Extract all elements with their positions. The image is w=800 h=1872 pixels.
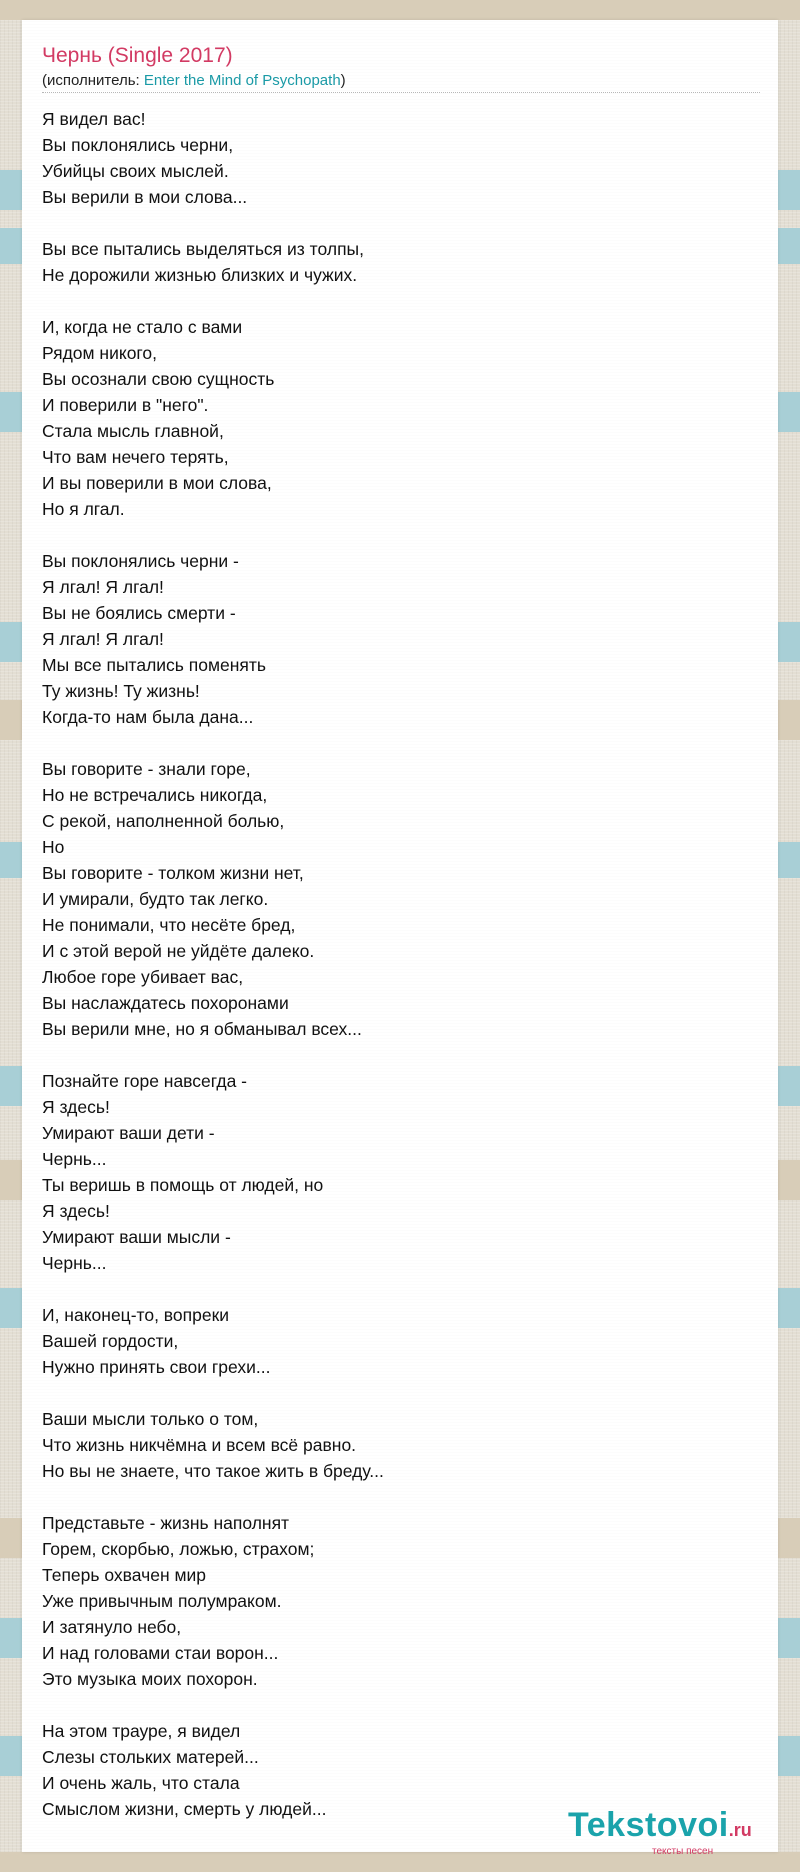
stanza-break bbox=[42, 210, 742, 236]
lyric-line: Умирают ваши дети - bbox=[42, 1123, 215, 1143]
lyric-line: Но вы не знаете, что такое жить в бреду... bbox=[42, 1461, 384, 1481]
lyric-line: Умирают ваши мысли - bbox=[42, 1227, 231, 1247]
song-title: Чернь (Single 2017) bbox=[42, 44, 233, 67]
lyric-line: Я лгал! Я лгал! bbox=[42, 629, 164, 649]
lyric-line: Вы верили мне, но я обманывал всех... bbox=[42, 1019, 362, 1039]
artist-prefix: (исполнитель: bbox=[42, 72, 144, 89]
lyric-line: Вы верили в мои слова... bbox=[42, 187, 248, 207]
lyric-line: Представьте - жизнь наполнят bbox=[42, 1513, 290, 1533]
stanza-break bbox=[42, 522, 742, 548]
lyric-line: Вы не боялись смерти - bbox=[42, 603, 236, 623]
artist-link[interactable]: Enter the Mind of Psychopath bbox=[143, 72, 341, 89]
stanza-break bbox=[42, 1042, 742, 1068]
lyric-line: Это музыка моих похорон. bbox=[42, 1669, 258, 1689]
lyrics-text bbox=[42, 106, 742, 1822]
lyric-line: И, когда не стало с вами bbox=[42, 317, 243, 337]
lyric-line: Чернь... bbox=[42, 1253, 107, 1273]
lyric-line: Вашей гордости, bbox=[42, 1331, 179, 1351]
lyric-line: Вы все пытались выделяться из толпы, bbox=[42, 239, 364, 259]
lyric-line: Уже привычным полумраком. bbox=[42, 1591, 282, 1611]
stanza-break bbox=[42, 288, 742, 314]
logo-tld-text: .ru bbox=[728, 1820, 752, 1840]
lyric-line: Не дорожили жизнью близких и чужих. bbox=[42, 265, 358, 285]
lyric-line: Что жизнь никчёмна и всем всё равно. bbox=[42, 1435, 357, 1455]
background-stripe bbox=[0, 0, 800, 20]
lyric-line: Вы осознали свою сущность bbox=[42, 369, 275, 389]
lyric-line: Вы поклонялись черни, bbox=[42, 135, 234, 155]
lyric-line: И с этой верой не уйдёте далеко. bbox=[42, 941, 315, 961]
stanza-break bbox=[42, 1692, 742, 1718]
lyric-line: Теперь охвачен мир bbox=[42, 1565, 207, 1585]
lyric-line: Нужно принять свои грехи... bbox=[42, 1357, 271, 1377]
lyric-line: Чернь... bbox=[42, 1149, 107, 1169]
site-logo[interactable] bbox=[568, 1806, 752, 1845]
lyric-line: Горем, скорбью, ложью, страхом; bbox=[42, 1539, 315, 1559]
lyric-line: Ты веришь в помощь от людей, но bbox=[42, 1175, 324, 1195]
stanza-break bbox=[42, 1484, 742, 1510]
lyric-line: Я видел вас! bbox=[42, 109, 146, 129]
stanza-break bbox=[42, 1380, 742, 1406]
lyric-line: И вы поверили в мои слова, bbox=[42, 473, 272, 493]
stanza-break bbox=[42, 730, 742, 756]
lyric-line: Но не встречались никогда, bbox=[42, 785, 268, 805]
lyric-line: Ту жизнь! Ту жизнь! bbox=[42, 681, 200, 701]
lyric-line: Вы говорите - толком жизни нет, bbox=[42, 863, 304, 883]
lyric-line: Стала мысль главной, bbox=[42, 421, 224, 441]
lyric-line: Я здесь! bbox=[42, 1097, 110, 1117]
title-divider bbox=[42, 92, 760, 93]
lyric-line: На этом трауре, я видел bbox=[42, 1721, 241, 1741]
lyric-line: Рядом никого, bbox=[42, 343, 158, 363]
lyric-line: И затянуло небо, bbox=[42, 1617, 182, 1637]
lyric-line: Познайте горе навсегда - bbox=[42, 1071, 247, 1091]
lyric-line: Но bbox=[42, 837, 65, 857]
logo-tagline: тексты песен bbox=[652, 1846, 714, 1857]
lyric-line: Но я лгал. bbox=[42, 499, 125, 519]
lyric-line: Вы наслаждатесь похоронами bbox=[42, 993, 289, 1013]
artist-line bbox=[42, 72, 346, 89]
lyric-line: Мы все пытались поменять bbox=[42, 655, 267, 675]
lyric-line: Я лгал! Я лгал! bbox=[42, 577, 164, 597]
lyric-line: Что вам нечего терять, bbox=[42, 447, 229, 467]
lyric-line: Любое горе убивает вас, bbox=[42, 967, 244, 987]
lyric-line: И умирали, будто так легко. bbox=[42, 889, 269, 909]
lyric-line: Не понимали, что несёте бред, bbox=[42, 915, 296, 935]
lyric-line: Вы говорите - знали горе, bbox=[42, 759, 251, 779]
lyric-line: И, наконец-то, вопреки bbox=[42, 1305, 230, 1325]
lyric-line: И над головами стаи ворон... bbox=[42, 1643, 279, 1663]
lyric-line: Ваши мысли только о том, bbox=[42, 1409, 259, 1429]
lyric-line: Когда-то нам была дана... bbox=[42, 707, 254, 727]
lyric-line: И поверили в "него". bbox=[42, 395, 209, 415]
logo-main-text: Tekstovoi bbox=[568, 1806, 729, 1844]
lyric-line: Я здесь! bbox=[42, 1201, 110, 1221]
lyric-line: Смыслом жизни, смерть у людей... bbox=[42, 1799, 327, 1819]
lyric-line: Убийцы своих мыслей. bbox=[42, 161, 229, 181]
artist-suffix: ) bbox=[340, 72, 346, 89]
lyric-line: Слезы стольких матерей... bbox=[42, 1747, 259, 1767]
lyric-line: Вы поклонялись черни - bbox=[42, 551, 239, 571]
stanza-break bbox=[42, 1276, 742, 1302]
lyric-line: И очень жаль, что стала bbox=[42, 1773, 240, 1793]
lyric-line: С рекой, наполненной болью, bbox=[42, 811, 285, 831]
